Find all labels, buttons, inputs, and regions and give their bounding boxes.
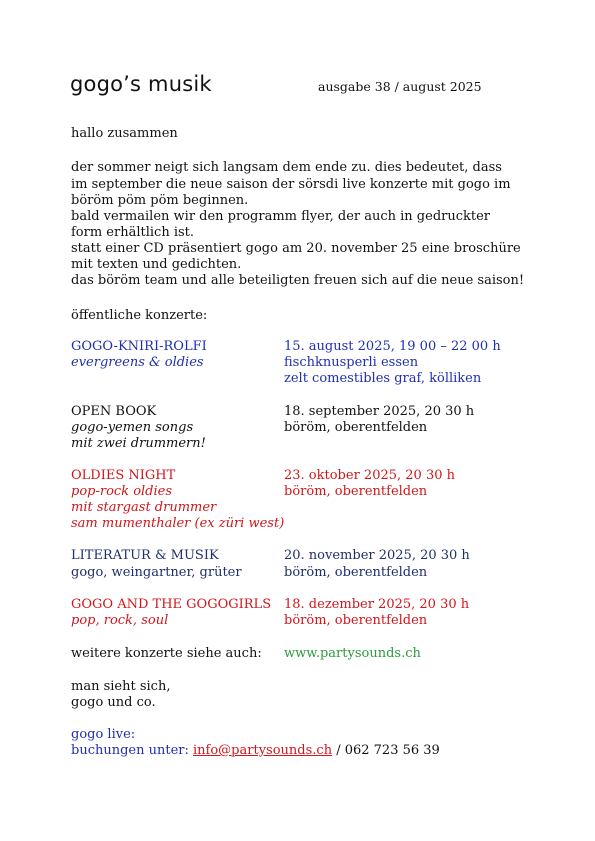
concert-name: OLDIES NIGHT [71,468,176,483]
email-link[interactable]: info@partysounds.ch [193,743,333,758]
concert-date: 18. dezember 2025, 20 30 h [284,597,470,612]
bookings-line [71,743,440,759]
intro-line: mit texten und gedichten. [71,257,242,272]
concert-venue: böröm, oberentfelden [284,613,428,628]
concert-subtitle: sam mumenthaler (ex züri west) [71,516,285,531]
intro-line: form erhältlich ist. [71,225,195,240]
concert-name: LITERATUR & MUSIK [71,548,219,563]
concerts-heading: öffentliche konzerte: [71,308,208,323]
intro-line: der sommer neigt sich langsam dem ende zu. dies bedeutet, dass [71,160,502,175]
intro-line: bald vermailen wir den programm flyer, der auch in gedruckter [71,209,491,224]
concert-subtitle: mit zwei drummern! [71,436,206,451]
closing-line: gogo und co. [71,695,156,710]
intro-line: im september die neue saison der sörsdi live konzerte mit gogo im [71,177,511,192]
concert-subtitle: evergreens & oldies [71,355,204,370]
concert-subtitle: gogo-yemen songs [71,420,194,435]
concert-name: GOGO AND THE GOGOGIRLS [71,597,272,612]
partysounds-link[interactable]: www.partysounds.ch [284,646,421,661]
concert-subtitle: pop, rock, soul [71,613,169,628]
concert-date: 20. november 2025, 20 30 h [284,548,470,563]
intro-line: statt einer CD präsentiert gogo am 20. november 25 eine broschüre [71,241,521,256]
concert-venue: böröm, oberentfelden [284,484,428,499]
more-concerts-label: weitere konzerte siehe auch: [71,646,262,661]
bookings-label: buchungen unter: [71,743,189,758]
page-title: gogo’s musik [70,72,212,96]
concert-name: GOGO-KNIRI-ROLFI [71,339,207,354]
concert-venue: böröm, oberentfelden [284,420,428,435]
issue-label: ausgabe 38 / august 2025 [318,79,482,94]
concert-subtitle: gogo, weingartner, grüter [71,565,242,580]
concert-subtitle: mit stargast drummer [71,500,217,515]
concert-date: 23. oktober 2025, 20 30 h [284,468,455,483]
greeting: hallo zusammen [71,126,178,141]
closing-line: man sieht sich, [71,679,171,694]
intro-line: böröm pöm pöm beginnen. [71,193,249,208]
concert-name: OPEN BOOK [71,404,157,419]
concert-subtitle: pop-rock oldies [71,484,173,499]
concert-venue: böröm, oberentfelden [284,565,428,580]
concert-date: 18. september 2025, 20 30 h [284,404,475,419]
concert-date: 15. august 2025, 19 00 – 22 00 h [284,339,501,354]
live-label: gogo live: [71,727,136,742]
intro-line: das böröm team und alle beteiligten freuen sich auf die neue saison! [71,273,525,288]
concert-venue: fischknusperli essen [284,355,419,370]
concert-venue: zelt comestibles graf, kölliken [284,371,482,386]
phone-number: / 062 723 56 39 [336,743,440,758]
